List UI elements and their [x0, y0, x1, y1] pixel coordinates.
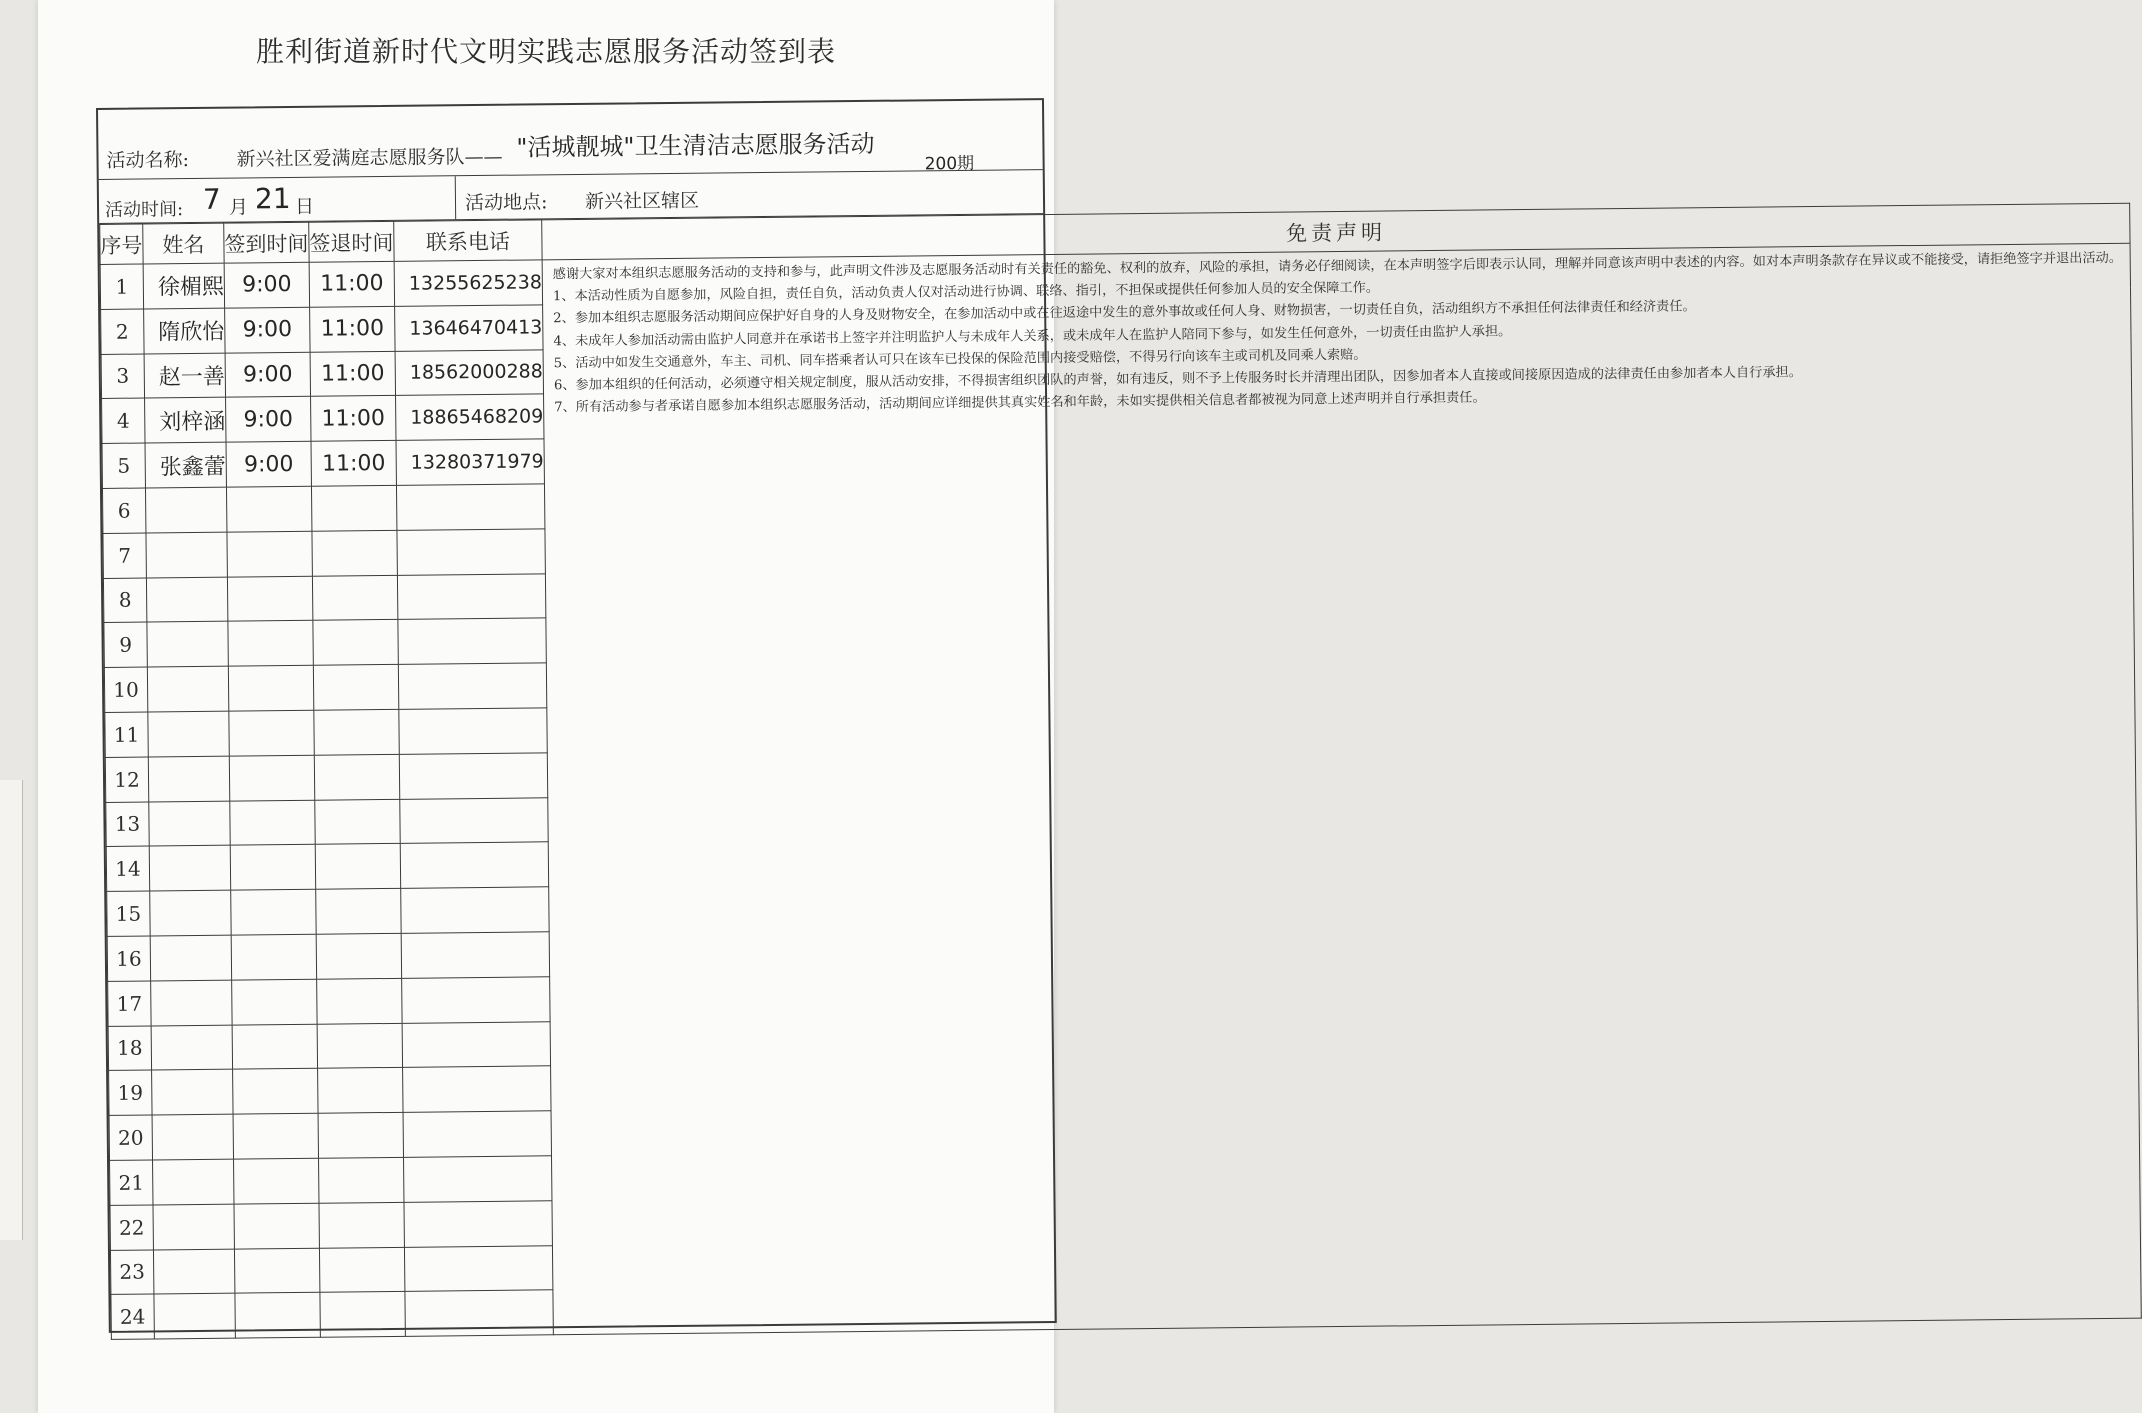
volunteer-name: [151, 980, 232, 1026]
sign-in-time: 9:00: [224, 262, 309, 308]
volunteer-name: [150, 890, 231, 936]
phone-number: [404, 1156, 552, 1202]
phone-number: [405, 1290, 553, 1336]
phone-number: [398, 663, 546, 709]
sign-out-time: [313, 665, 398, 711]
sign-in-time: [233, 1113, 318, 1159]
sign-out-time: [314, 754, 399, 800]
activity-month-unit: 月: [228, 196, 249, 219]
phone-number: [401, 932, 549, 978]
page-title: 胜利街道新时代文明实践志愿服务活动签到表: [255, 35, 836, 68]
sign-out-time: [318, 1112, 403, 1158]
sign-in-time: [229, 710, 314, 756]
row-number: 9: [104, 622, 147, 667]
activity-place: 新兴社区辖区: [584, 189, 700, 213]
sign-in-time: [230, 845, 315, 891]
sign-in-time: [232, 1024, 317, 1070]
volunteer-name: [153, 1249, 234, 1295]
sign-out-time: [312, 575, 397, 621]
time-place-divider: [455, 176, 456, 219]
row-number: 5: [102, 443, 145, 488]
sign-out-time: [318, 1068, 403, 1114]
header-sign-in-time: 签到时间: [224, 222, 309, 263]
sign-in-time: 9:00: [226, 397, 311, 443]
sign-in-time: [231, 889, 316, 935]
volunteer-name: [153, 1159, 234, 1205]
phone-number: [402, 977, 550, 1023]
sign-out-time: 11:00: [309, 261, 394, 307]
volunteer-name: [145, 487, 226, 533]
sign-out-time: [315, 844, 400, 890]
sign-out-time: [319, 1202, 404, 1248]
row-number: 10: [104, 667, 147, 712]
phone-number: 13255625238: [394, 260, 542, 306]
disclaimer-text: [542, 243, 2141, 1335]
volunteer-name: 张鑫蕾: [145, 442, 226, 488]
phone-number: [397, 529, 545, 575]
sign-in-time: [231, 934, 316, 980]
header-phone: 联系电话: [394, 220, 542, 262]
phone-number: [399, 708, 547, 754]
row-number: 16: [107, 936, 150, 981]
sign-in-time: [228, 665, 313, 711]
phone-number: [399, 753, 547, 799]
disclaimer-paragraph: 感谢大家对本组织志愿服务活动的支持和参与，此声明文件涉及志愿服务活动时有关责任的豁免、权利的放弃，风险的承担，请务必仔细阅读，在本声明签字后即表示认同，理解并同意该声明中表述的内容。如对本声明条款存在异议或不能接受，请拒绝签字并退出活动。: [552, 250, 2123, 283]
phone-number: [397, 573, 545, 619]
row-number: 21: [110, 1160, 153, 1205]
row-number: 19: [109, 1070, 152, 1115]
sign-in-time: [235, 1293, 320, 1339]
sign-in-time: 9:00: [225, 307, 310, 353]
activity-name-handwritten: "活城靓城"卫生清洁志愿服务活动: [516, 129, 875, 162]
sign-out-time: [317, 978, 402, 1024]
volunteer-name: [146, 577, 227, 623]
phone-number: 18562000288: [395, 349, 543, 395]
phone-number: [396, 484, 544, 530]
sign-out-time: [316, 933, 401, 979]
sign-in-time: [234, 1248, 319, 1294]
row-number: 8: [103, 578, 146, 623]
sign-in-time: [228, 621, 313, 667]
sign-in-time: [232, 979, 317, 1025]
phone-number: [400, 797, 548, 843]
disclaimer-paragraph: 6、参加本组织的任何活动，必须遵守相关规定制度，服从活动安排，不得损害组织团队的声誉，如有违反，则不予上传服务时长并清理出团队，因参加者本人直接或间接原因造成的法律责任由参加者本人自行承担。: [553, 365, 1802, 394]
sign-in-time: [234, 1203, 319, 1249]
row-number: 18: [108, 1026, 151, 1071]
row-number: 3: [101, 354, 144, 399]
volunteer-name: [146, 532, 227, 578]
sign-out-time: 11:00: [310, 306, 395, 352]
sign-out-time: [317, 1023, 402, 1069]
volunteer-name: [149, 845, 230, 891]
phone-number: 18865468209: [396, 394, 544, 440]
sign-out-time: [311, 485, 396, 531]
row-number: 15: [107, 891, 150, 936]
row-number: 6: [102, 488, 145, 533]
phone-number: 13280371979: [396, 439, 544, 485]
volunteer-name: [153, 1204, 234, 1250]
row-number: 23: [110, 1249, 153, 1294]
disclaimer-paragraph: 4、未成年人参加活动需由监护人同意并在承诺书上签字并注明监护人与未成年人关系，或未成年人在监护人陪同下参与，如发生任何意外，一切责任由监护人承担。: [553, 323, 1512, 349]
sign-out-time: 11:00: [311, 441, 396, 487]
sign-in-form: [96, 98, 2123, 1333]
header-sign-out-time: 签退时间: [309, 221, 394, 262]
row-number: 24: [111, 1294, 154, 1339]
volunteer-name: 徐楣熙: [143, 263, 224, 309]
volunteer-name: [152, 1114, 233, 1160]
activity-time-label: 活动时间:: [104, 199, 184, 221]
row-number: 20: [109, 1115, 152, 1160]
row-number: 13: [106, 802, 149, 847]
activity-day: 21: [254, 181, 291, 216]
sign-in-time: [227, 531, 312, 577]
sign-out-time: [313, 620, 398, 666]
phone-number: [403, 1111, 551, 1157]
phone-number: [400, 842, 548, 888]
disclaimer-paragraph: 2、参加本组织志愿服务活动期间应保护好自身的人身及财物安全，在参加活动中或在往返途中发生的意外事故或任何人身、财物损害，一切责任自负，活动组织方不承担任何法律责任和经济责任。: [553, 299, 1696, 327]
sign-out-time: [320, 1292, 405, 1338]
sign-in-time: 9:00: [226, 441, 311, 487]
row-number: 11: [105, 712, 148, 757]
sign-in-time: [233, 1069, 318, 1115]
header-name: 姓名: [143, 223, 224, 264]
phone-number: 13646470413: [395, 305, 543, 351]
activity-name-row: [98, 100, 1043, 180]
sign-in-time: [226, 486, 311, 532]
disclaimer-paragraph: 5、活动中如发生交通意外，车主、司机、同车搭乘者认可只在该车已投保的保险范围内接受赔偿，不得另行向该车主或司机及同乘人索赔。: [553, 347, 1367, 372]
sign-out-time: [319, 1157, 404, 1203]
header-number: 序号: [100, 224, 143, 264]
sign-in-table: [99, 203, 2142, 1340]
activity-name-label: 活动名称:: [106, 149, 190, 172]
volunteer-name: 刘梓涵: [145, 398, 226, 444]
row-number: 17: [108, 981, 151, 1026]
sign-in-time: [230, 800, 315, 846]
phone-number: [398, 618, 546, 664]
volunteer-name: [147, 666, 228, 712]
sign-out-time: [315, 799, 400, 845]
volunteer-name: [147, 622, 228, 668]
sign-in-time: [229, 755, 314, 801]
header-disclaimer: 免责声明: [542, 203, 2131, 260]
row-number: 22: [110, 1205, 153, 1250]
volunteer-name: [154, 1293, 235, 1339]
sign-in-time: 9:00: [225, 352, 310, 398]
phone-number: [404, 1201, 552, 1247]
sign-out-time: [314, 709, 399, 755]
adjacent-paper-edge: [0, 780, 23, 1240]
phone-number: [401, 887, 549, 933]
phone-number: [402, 1021, 550, 1067]
disclaimer-paragraph: 1、本活动性质为自愿参加，风险自担，责任自负，活动负责人仅对活动进行协调、联络、指引，不担保或提供任何参加人员的安全保障工作。: [552, 280, 1380, 305]
sign-in-time: [227, 576, 312, 622]
sign-out-time: [316, 889, 401, 935]
volunteer-name: 隋欣怡: [144, 308, 225, 354]
sign-out-time: 11:00: [311, 396, 396, 442]
activity-day-unit: 日: [294, 195, 315, 218]
sign-out-time: 11:00: [310, 351, 395, 397]
sign-in-sheet: [38, 0, 2123, 1413]
sign-in-time: [234, 1158, 319, 1204]
sign-out-time: [312, 530, 397, 576]
row-number: 14: [106, 846, 149, 891]
volunteer-name: 赵一善: [144, 353, 225, 399]
row-number: 12: [105, 757, 148, 802]
volunteer-name: [148, 711, 229, 757]
volunteer-name: [151, 1025, 232, 1071]
activity-place-label: 活动地点:: [464, 191, 548, 215]
disclaimer-paragraph: 7、所有活动参与者承诺自愿参加本组织志愿服务活动，活动期间应详细提供其真实姓名和年龄，未如实提供相关信息者都被视为同意上述声明并自行承担责任。: [554, 390, 1486, 416]
row-number: 4: [102, 398, 145, 443]
row-number: 1: [100, 264, 143, 309]
issue-number-handwritten: 200期: [924, 153, 975, 175]
sign-out-time: [319, 1247, 404, 1293]
phone-number: [403, 1066, 551, 1112]
volunteer-name: [152, 1069, 233, 1115]
volunteer-name: [150, 935, 231, 981]
row-number: 2: [101, 309, 144, 354]
phone-number: [404, 1245, 552, 1291]
activity-month: 7: [202, 182, 221, 216]
row-number: 7: [103, 533, 146, 578]
volunteer-name: [149, 801, 230, 847]
activity-name-printed: 新兴社区爱满庭志愿服务队——: [236, 145, 503, 171]
table-body: [100, 243, 2141, 1339]
volunteer-name: [148, 756, 229, 802]
